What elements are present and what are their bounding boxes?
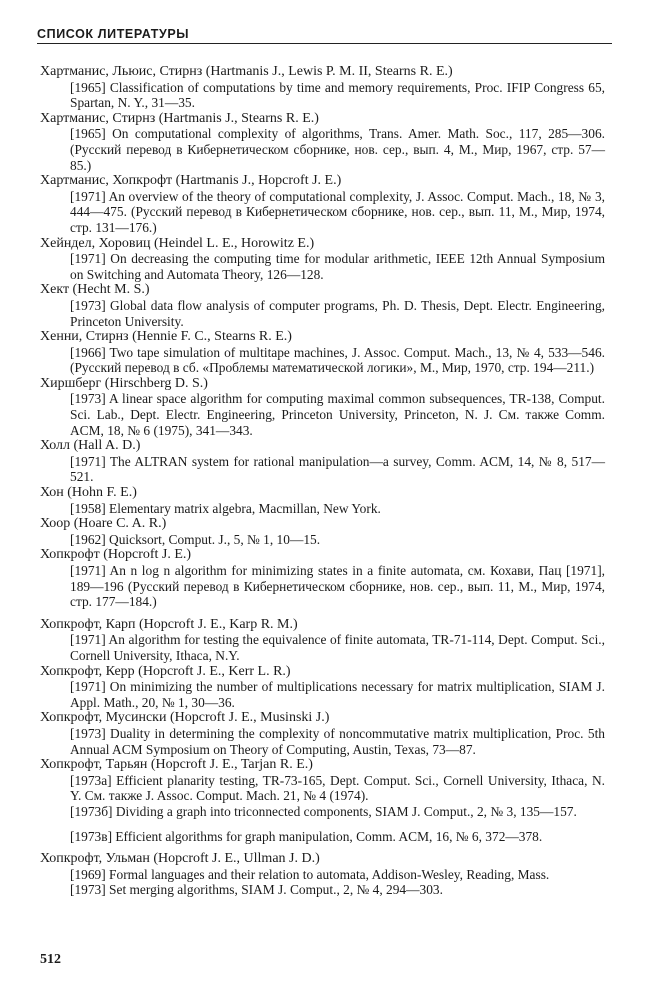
- entry-author: Хопкрофт, Керр (Hopcroft J. E., Kerr L. R.): [40, 663, 291, 679]
- entry-reference: [1965] Classification of computations by time and memory requirements, Proc. IFIP Congress 65, Spartan, N. Y., 31—35.: [70, 79, 605, 111]
- entry-author: Хоор (Hoare C. A. R.): [40, 516, 167, 532]
- entry-author: Хопкрофт, Мусински (Hopcroft J. E., Musinski J.): [40, 710, 330, 726]
- bib-entry: [40, 329, 605, 376]
- entry-author: Хенни, Стирнз (Hennie F. C., Stearns R. E.): [40, 329, 292, 345]
- entry-reference: [1971] An algorithm for testing the equivalence of finite automata, TR-71-114, Dept. Comput. Sci., Cornell University, Ithaca, N.Y.: [70, 632, 605, 663]
- bib-entry: [40, 64, 605, 111]
- entry-reference: [1973в] Efficient algorithms for graph manipulation, Comm. ACM, 16, № 6, 372—378.: [70, 828, 543, 844]
- entry-reference: [1973б] Dividing a graph into triconnected components, SIAM J. Comput., 2, № 3, 135—157.: [70, 803, 577, 819]
- entry-reference: [1958] Elementary matrix algebra, Macmillan, New York.: [70, 500, 381, 516]
- entry-author: Хартманис, Стирнз (Hartmanis J., Stearns R. E.): [40, 110, 319, 126]
- entry-author: Хопкрофт, Тарьян (Hopcroft J. E., Tarjan R. E.): [40, 757, 313, 773]
- entry-reference: [1971] An overview of the theory of computational complexity, J. Assoc. Comput. Mach., 18, № 3, 444—475. (Русский перевод в Кибернетическом сборнике, нов. сер., вып. 11, М., Мир, 1974, стр. 131—176.): [70, 188, 605, 235]
- entry-reference: [1973] Duality in determining the complexity of noncommutative matrix multiplication, Proc. 5th Annual ACM Symposium on Theory of Computing, Austin, Texas, 73—87.: [70, 725, 605, 757]
- bib-entry: [40, 851, 605, 898]
- entry-author: Хиршберг (Hirschberg D. S.): [40, 375, 208, 391]
- entry-author: Хопкрофт (Hopcroft J. E.): [40, 547, 192, 563]
- entry-author: Хейндел, Хоровиц (Heindel L. E., Horowitz E.): [40, 235, 315, 251]
- bib-entry: [40, 664, 605, 711]
- entry-reference: [1971] On minimizing the number of multiplications necessary for matrix multiplication, SIAM J. Appl. Math., 20, № 1, 30—36.: [70, 679, 605, 710]
- bib-entry: [40, 111, 605, 173]
- bib-entry: [40, 282, 605, 329]
- entry-author: Хект (Hecht M. S.): [40, 282, 150, 298]
- running-header: СПИСОК ЛИТЕРАТУРЫ: [37, 27, 612, 44]
- entry-author: Хопкрофт, Карп (Hopcroft J. E., Karp R. M.): [40, 616, 298, 632]
- bibliography-list: [40, 64, 605, 898]
- entry-author: Холл (Hall A. D.): [40, 438, 141, 454]
- bib-entry: [40, 547, 605, 609]
- entry-reference: [1971] The ALTRAN system for rational manipulation—a survey, Comm. ACM, 14, № 8, 517—521.: [70, 453, 605, 485]
- entry-author: Хон (Hohn F. E.): [40, 485, 137, 501]
- entry-author: Хопкрофт, Ульман (Hopcroft J. E., Ullman J. D.): [40, 851, 320, 867]
- bib-entry: [40, 757, 605, 844]
- page-number: 512: [40, 952, 61, 967]
- bib-entry: [40, 710, 605, 757]
- entry-reference: [1973] A linear space algorithm for computing maximal common subsequences, TR-138, Comput. Sci. Lab., Dept. Electr. Engineering, Princeton University, Princeton, N. J. См. также Comm. ACM, 18, № 6 (1975), 341—343.: [70, 391, 605, 438]
- bib-entry: [40, 516, 605, 547]
- bib-entry: [40, 617, 605, 664]
- entry-reference: [1971] An n log n algorithm for minimizing states in a finite automata, см. Кохави, Пац [1971], 189—196 (Русский перевод в Кибернетическом сборнике, нов. сер., вып. 11, М., Мир, 1974, стр. 177—184.): [70, 563, 605, 610]
- entry-reference: [1969] Formal languages and their relation to automata, Addison-Wesley, Reading, Mass.: [70, 866, 550, 882]
- entry-reference: [1971] On decreasing the computing time for modular arithmetic, IEEE 12th Annual Symposium on Switching and Automata Theory, 126—128.: [70, 251, 605, 282]
- entry-reference: [1973a] Efficient planarity testing, TR-73-165, Dept. Comput. Sci., Cornell University, Ithaca, N. Y. См. также J. Assoc. Comput. Mach. 21, № 4 (1974).: [70, 772, 605, 804]
- bib-entry: [40, 173, 605, 235]
- bib-entry: [40, 485, 605, 516]
- entry-reference: [1965] On computational complexity of algorithms, Trans. Amer. Math. Soc., 117, 285—306. (Русский перевод в Кибернетическом сборнике, нов. сер., вып. 4, М., Мир, 1967, стр. 57—85.): [70, 126, 605, 173]
- bib-entry: [40, 376, 605, 438]
- entry-reference: [1973] Set merging algorithms, SIAM J. Comput., 2, № 4, 294—303.: [70, 882, 443, 898]
- entry-author: Хартманис, Льюис, Стирнз (Hartmanis J., Lewis P. M. II, Stearns R. E.): [40, 64, 453, 79]
- bib-entry: [40, 236, 605, 283]
- entry-reference: [1966] Two tape simulation of multitape machines, J. Assoc. Comput. Mach., 13, № 4, 533—546. (Русский перевод в сб. «Проблемы математической логики», М., Мир, 1970, стр. 194—211.): [70, 344, 605, 376]
- bib-entry: [40, 438, 605, 485]
- entry-author: Хартманис, Хопкрофт (Hartmanis J., Hopcroft J. E.): [40, 173, 342, 189]
- entry-reference: [1973] Global data flow analysis of computer programs, Ph. D. Thesis, Dept. Electr. Engineering, Princeton University.: [70, 297, 605, 329]
- entry-reference: [1962] Quicksort, Comput. J., 5, № 1, 10—15.: [70, 531, 321, 547]
